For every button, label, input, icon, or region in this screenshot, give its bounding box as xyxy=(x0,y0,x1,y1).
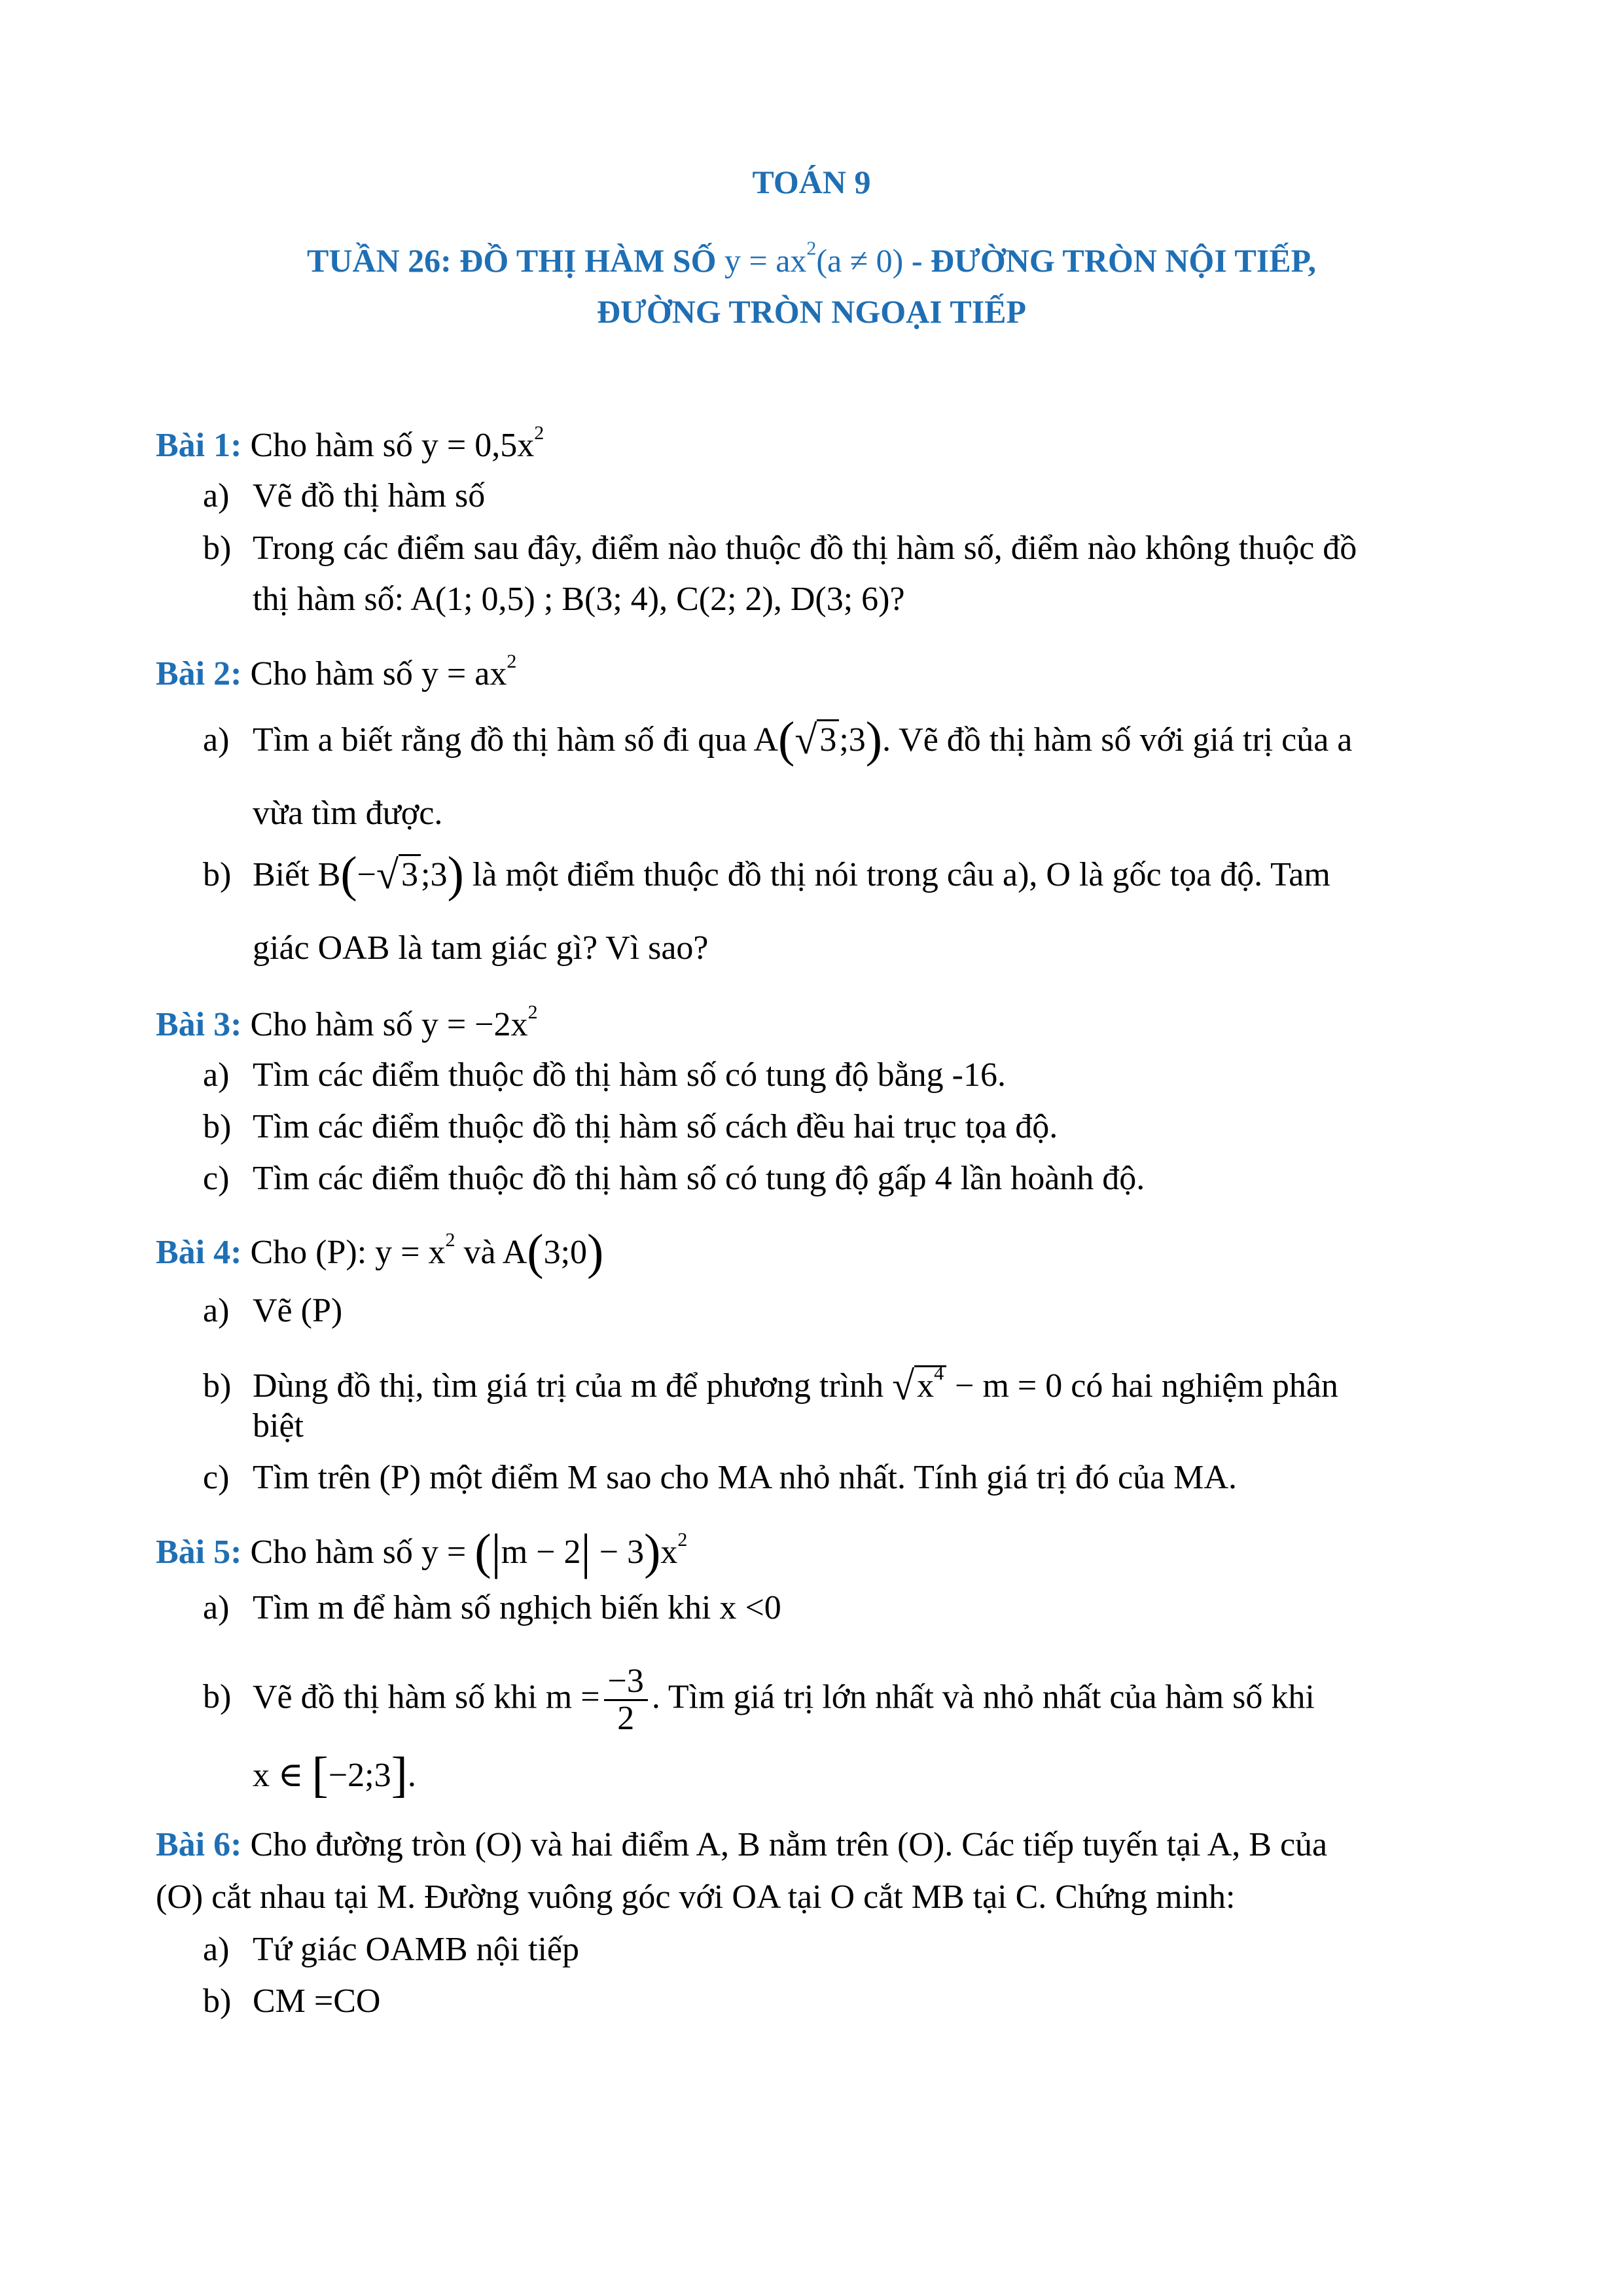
item-label: b) xyxy=(203,1678,232,1716)
problem-1-text: Cho hàm số xyxy=(241,427,421,464)
item-text: Tìm a biết rằng đồ thị hàm số đi qua xyxy=(253,721,754,759)
paren-close: ) xyxy=(587,1225,604,1280)
radical-sign: √ xyxy=(892,1364,915,1408)
interval-bounds: −2;3 xyxy=(328,1757,391,1794)
item-label: a) xyxy=(203,1589,230,1626)
paren-open: ( xyxy=(778,712,795,767)
problem-4-label: Bài 4: xyxy=(156,1234,242,1271)
problem-6-text: Cho đường tròn (O) và hai điểm A, B nằm trên (O). Các tiếp tuyến tại A, B của xyxy=(241,1826,1328,1863)
week-title-tail: - ĐƯỜNG TRÒN NỘI TIẾP, xyxy=(903,242,1316,279)
item-text: Vẽ (P) xyxy=(253,1292,343,1329)
point-name: B xyxy=(317,856,341,893)
problem-2-heading xyxy=(156,640,516,696)
item-text: Dùng đồ thị, tìm giá trị của m để phương trình xyxy=(253,1367,893,1405)
item-label: c) xyxy=(203,1459,230,1496)
coordinate-tail: ;3 xyxy=(421,856,448,893)
item-text: Trong các điểm sau đây, điểm nào thuộc đồ thị hàm số, điểm nào không thuộc đồ xyxy=(253,529,1357,567)
problem-2b xyxy=(203,847,1330,902)
item-text: Vẽ đồ thị hàm số khi xyxy=(253,1678,546,1716)
exponent: 2 xyxy=(534,422,544,444)
item-text: Tìm các điểm thuộc đồ thị hàm số có tung độ gấp 4 lần hoành độ. xyxy=(253,1160,1145,1197)
item-text: Tìm m để hàm số nghịch biến khi x <0 xyxy=(253,1589,781,1626)
formula-start: y = xyxy=(421,1534,475,1571)
item-label: a) xyxy=(203,721,230,759)
item-label: b) xyxy=(203,1982,232,2020)
subject-title: TOÁN 9 xyxy=(752,164,871,200)
problem-5-heading xyxy=(156,1518,688,1579)
problem-6b xyxy=(203,1980,380,2023)
point-name: A xyxy=(502,1234,527,1271)
week-title xyxy=(0,229,1623,280)
problem-1b xyxy=(203,527,1357,570)
fraction-lhs: m = xyxy=(545,1678,600,1716)
problem-4-conjunction: và xyxy=(455,1234,503,1271)
radicand-exponent: 4 xyxy=(934,1363,944,1384)
problem-1a xyxy=(203,475,485,518)
problem-3-formula: y = −2x xyxy=(421,1006,528,1043)
problem-2a-cont: vừa tìm được. xyxy=(253,795,443,832)
item-label: c) xyxy=(203,1160,230,1197)
problem-4b-cont: biệt xyxy=(253,1407,304,1444)
week-title-text: TUẦN 26: ĐỒ THỊ HÀM SỐ xyxy=(306,242,724,279)
exponent: 2 xyxy=(507,651,517,672)
item-label: b) xyxy=(203,856,232,893)
exponent: 2 xyxy=(677,1529,688,1551)
item-text: Biết xyxy=(253,856,318,893)
problem-2b-cont: giác OAB là tam giác gì? Vì sao? xyxy=(253,929,709,967)
problem-1b-cont: thị hàm số: A(1; 0,5) ; B(3; 4), C(2; 2), D(3; 6)? xyxy=(253,581,905,618)
formula-condition: (a ≠ 0) xyxy=(816,242,904,279)
paren-open: ( xyxy=(340,847,357,902)
abs-content: m − 2 xyxy=(501,1534,581,1571)
item-text: CM =CO xyxy=(253,1982,381,2020)
formula-variable: x xyxy=(660,1534,678,1571)
fraction-numerator: −3 xyxy=(604,1664,648,1701)
problem-1-formula: y = 0,5x xyxy=(421,427,535,464)
problem-6-label: Bài 6: xyxy=(156,1826,242,1863)
item-text: Vẽ đồ thị hàm số xyxy=(253,477,486,514)
problem-1-heading xyxy=(156,412,544,467)
radicand xyxy=(914,1365,946,1405)
problem-2-formula: y = ax xyxy=(421,655,507,692)
sqrt-expression xyxy=(794,719,839,762)
problem-5b xyxy=(203,1664,1315,1736)
problem-4-text: Cho (P): xyxy=(241,1234,376,1271)
item-text-tail: có hai nghiệm phân xyxy=(1062,1367,1338,1405)
item-text: Tìm các điểm thuộc đồ thị hàm số có tung độ bằng -16. xyxy=(253,1056,1006,1094)
radical-sign: √ xyxy=(376,853,399,897)
problem-3-label: Bài 3: xyxy=(156,1006,242,1043)
paren-close: ) xyxy=(644,1524,661,1579)
problem-4a xyxy=(203,1289,342,1333)
item-text-tail: . Vẽ đồ thị hàm số với giá trị của a xyxy=(882,721,1353,759)
bracket-open: [ xyxy=(312,1748,329,1803)
problem-3-text: Cho hàm số xyxy=(241,1006,421,1043)
problem-1-label: Bài 1: xyxy=(156,427,242,464)
sqrt-expression xyxy=(892,1352,946,1408)
radicand: 3 xyxy=(399,854,421,893)
problem-5a xyxy=(203,1587,781,1630)
problem-5b-cont xyxy=(253,1748,416,1803)
sqrt-expression xyxy=(376,853,421,897)
problem-6a xyxy=(203,1928,579,1971)
item-text-tail: . Tìm giá trị lớn nhất và nhỏ nhất của hàm số khi xyxy=(651,1678,1315,1716)
abs-bar-close: | xyxy=(580,1524,591,1579)
period: . xyxy=(407,1757,416,1794)
interval-variable: x ∈ xyxy=(253,1757,312,1794)
abs-bar-open: | xyxy=(491,1524,501,1579)
item-label: a) xyxy=(203,1056,230,1094)
minus-sign: − xyxy=(357,856,376,893)
exponent: 2 xyxy=(445,1229,455,1251)
item-text: Tìm các điểm thuộc đồ thị hàm số cách đều hai trục tọa độ. xyxy=(253,1108,1058,1145)
problem-3c xyxy=(203,1157,1145,1200)
fraction-denominator: 2 xyxy=(617,1700,635,1737)
radicand: 3 xyxy=(817,719,839,759)
bracket-close: ] xyxy=(391,1748,408,1803)
equation-tail: − m = 0 xyxy=(946,1367,1063,1405)
formula-exponent: 2 xyxy=(806,238,817,259)
item-label: a) xyxy=(203,477,230,514)
paren-open: ( xyxy=(474,1524,491,1579)
formula-middle: − 3 xyxy=(590,1534,645,1571)
problem-4b xyxy=(203,1352,1338,1408)
exponent: 2 xyxy=(527,1001,538,1023)
week-title-line2: ĐƯỜNG TRÒN NGOẠI TIẾP xyxy=(596,293,1027,330)
item-label: a) xyxy=(203,1931,230,1968)
radicand-base: x xyxy=(917,1367,935,1405)
problem-3b xyxy=(203,1105,1058,1149)
problem-6-heading xyxy=(156,1823,1327,1867)
problem-5-label: Bài 5: xyxy=(156,1534,242,1571)
problem-3-heading xyxy=(156,991,538,1047)
item-label: b) xyxy=(203,1108,232,1145)
paren-open: ( xyxy=(527,1225,544,1280)
problem-2-text: Cho hàm số xyxy=(241,655,421,692)
item-label: b) xyxy=(203,529,232,567)
item-text-tail: là một điểm thuộc đồ thị nói trong câu a), O là gốc tọa độ. Tam xyxy=(463,856,1330,893)
problem-4c xyxy=(203,1456,1237,1499)
week-title-formula xyxy=(724,238,904,279)
problem-3a xyxy=(203,1054,1006,1097)
fraction xyxy=(604,1664,648,1736)
problem-4-heading xyxy=(156,1219,604,1280)
item-text: Tìm trên (P) một điểm M sao cho MA nhỏ nhất. Tính giá trị đó của MA. xyxy=(253,1459,1237,1496)
problem-2-label: Bài 2: xyxy=(156,655,242,692)
point-name: A xyxy=(753,721,778,759)
radical-sign: √ xyxy=(794,718,817,762)
problem-6-text-cont: (O) cắt nhau tại M. Đường vuông góc với OA tại O cắt MB tại C. Chứng minh: xyxy=(156,1878,1236,1916)
item-label: b) xyxy=(203,1367,232,1405)
problem-4-formula: y = x xyxy=(375,1234,446,1271)
item-text: Tứ giác OAMB nội tiếp xyxy=(253,1931,580,1968)
coordinate-tail: ;3 xyxy=(839,721,866,759)
item-label: a) xyxy=(203,1292,230,1329)
paren-close: ) xyxy=(865,712,883,767)
formula-text: y = ax xyxy=(724,242,807,279)
paren-close: ) xyxy=(447,847,464,902)
point-coordinates: 3;0 xyxy=(543,1234,588,1271)
problem-2a xyxy=(203,712,1353,767)
problem-5-text: Cho hàm số xyxy=(241,1534,421,1571)
